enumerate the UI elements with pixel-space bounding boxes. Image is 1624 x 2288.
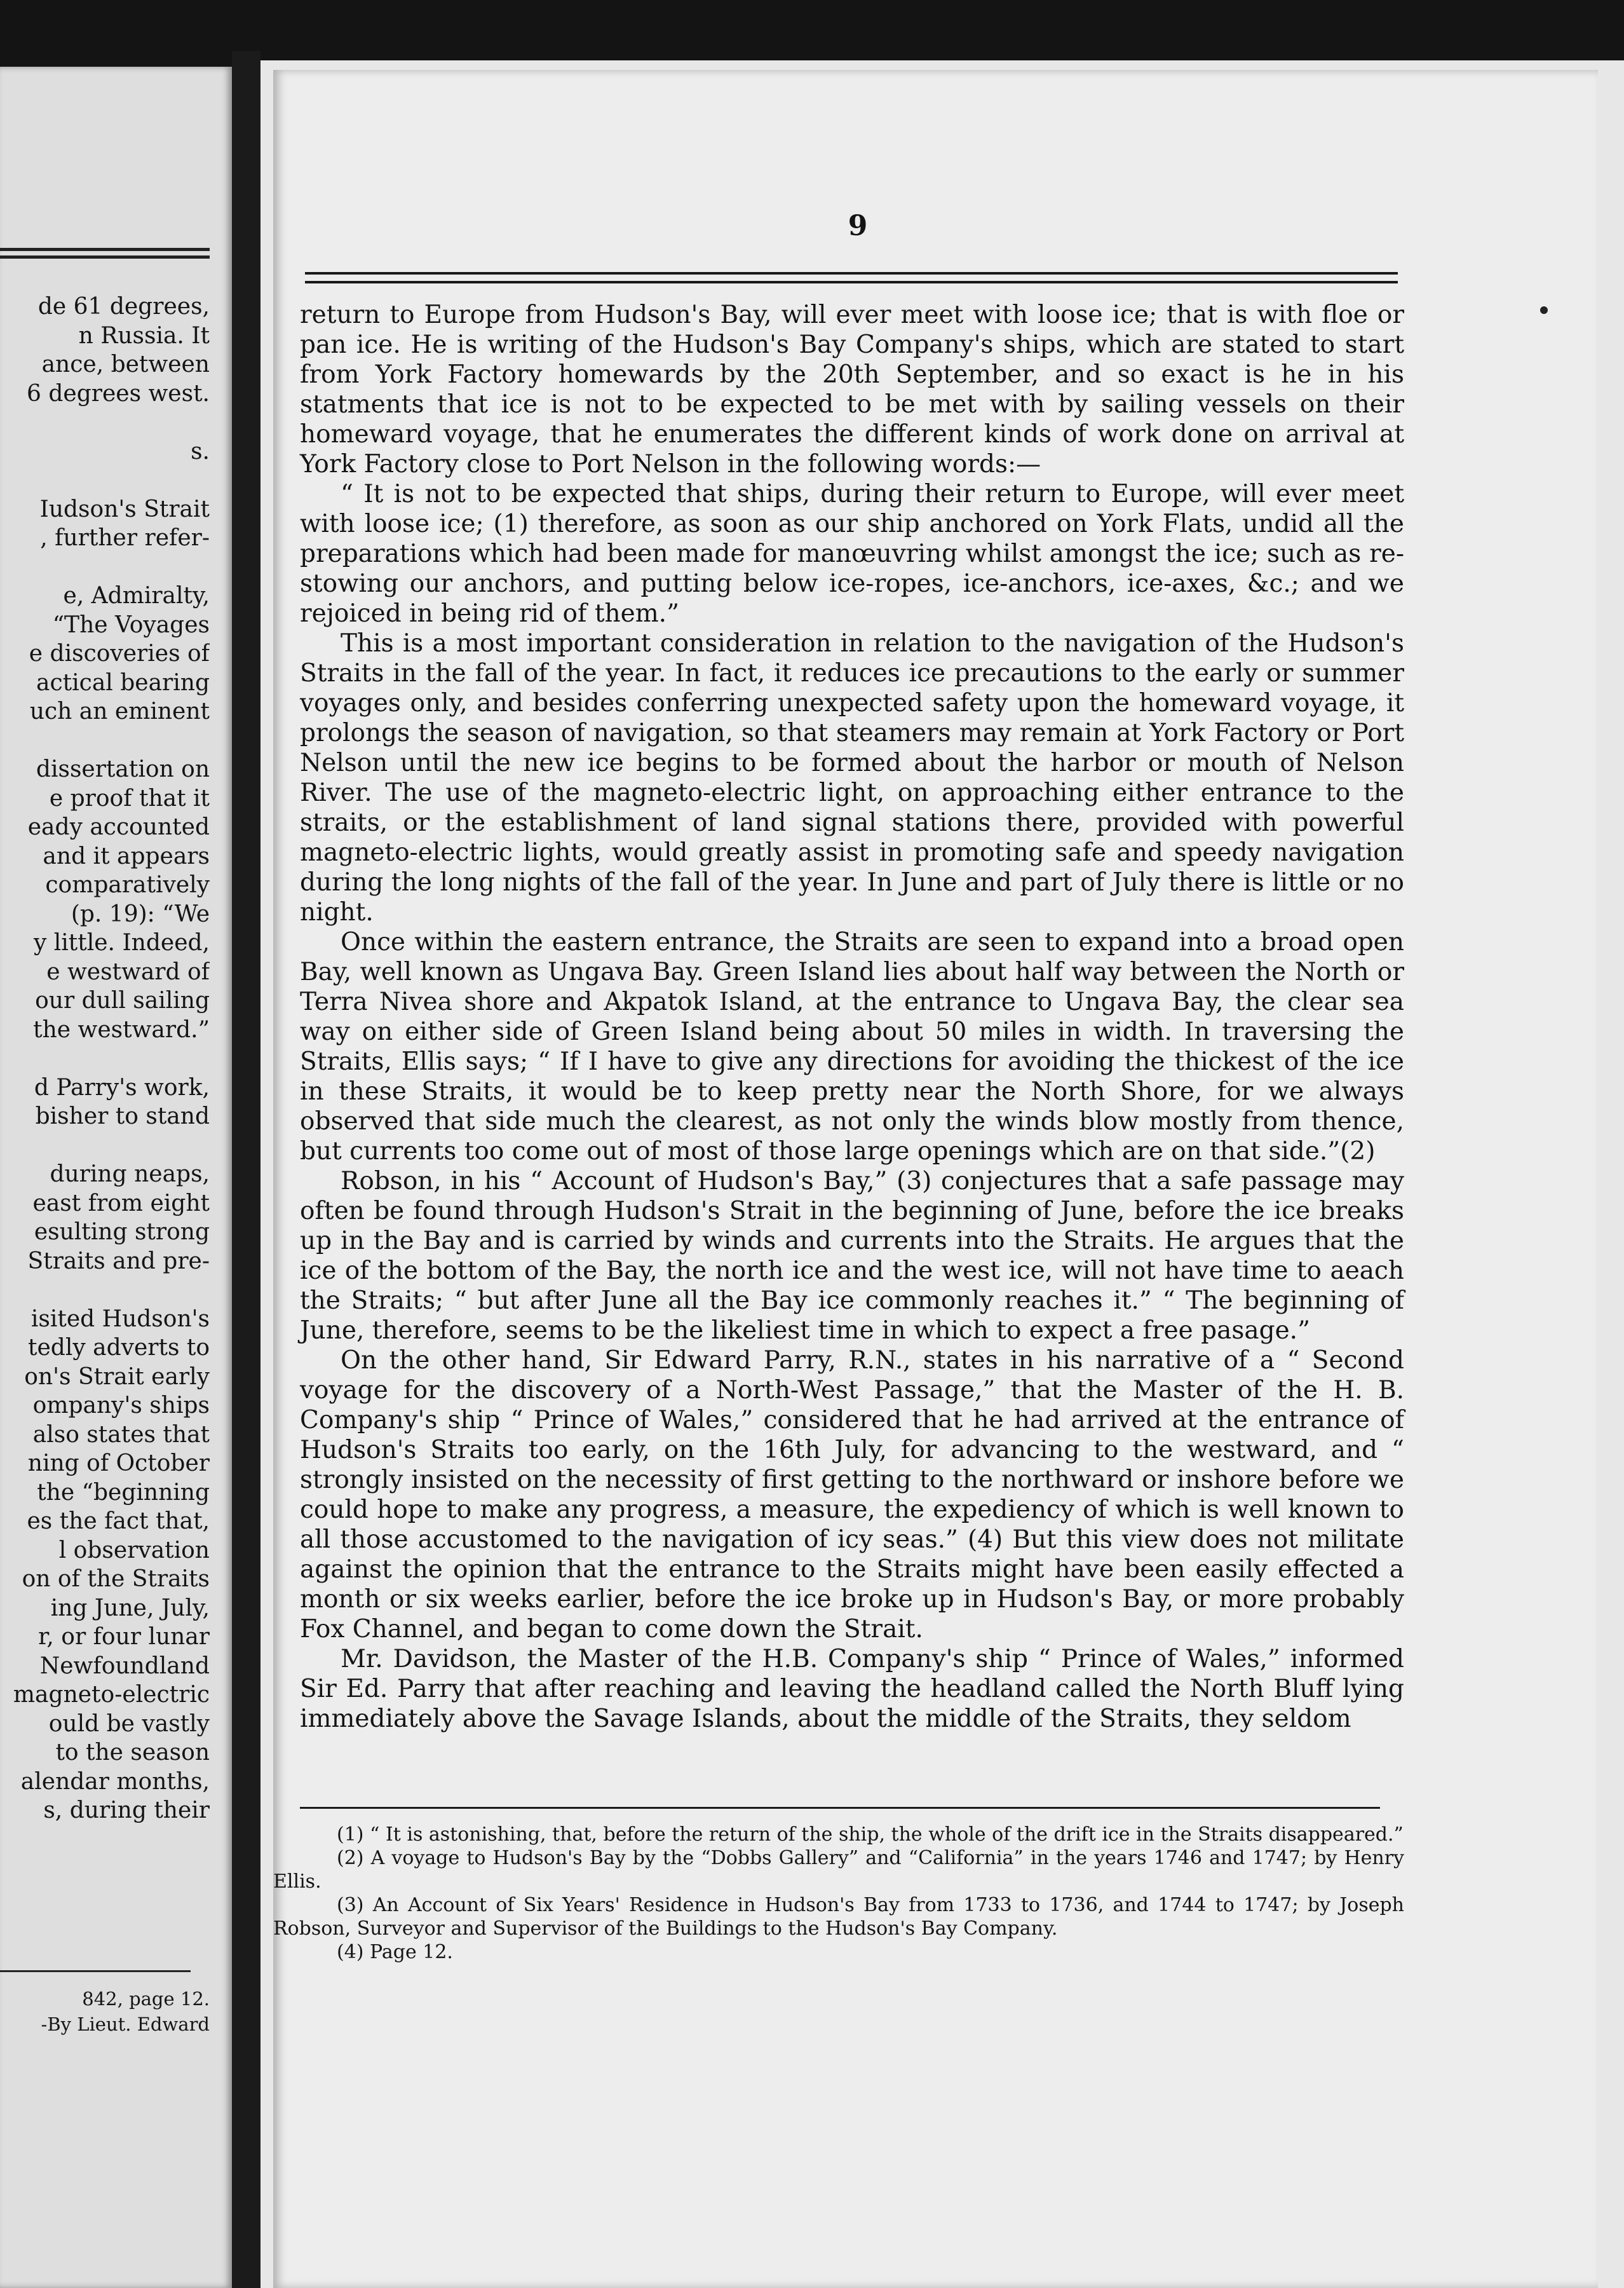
footnote: (1) “ It is astonishing, that, before the return of the ship, the whole of the drift ice in the Straits disappeared.” [337, 1823, 1404, 1846]
left-page-line: ould be vastly [48, 1710, 210, 1737]
left-footnote-rule [0, 1970, 191, 1972]
paragraph: This is a most important consideration in relation to the navigation of the Hudson's Straits in the fall of the year. In fact, it reduces ice precautions to the early or summer voyages only, and besides conferring unexpected safety upon the homeward voyage, it prolongs the season of navigation, so that steamers may remain at York Factory or Port Nelson until the new ice begins to be formed about the harbor or mouth of Nelson River. The use of the magneto-electric light, on approaching either entrance to the straits, or the establishment of land signal stations there, provided with powerful magneto-electric lights, would greatly assist in promoting safe and speedy navigation during the long nights of the fall of the year. In June and part of July there is little or no night. [300, 629, 1404, 927]
left-page-line: r, or four lunar [38, 1624, 210, 1650]
block-quote: “ It is not to be expected that ships, during their return to Europe, will ever meet with loose ice; (1) therefore, as soon as our ship anchored on York Flats, undid all the preparations which had been made for manœuvring whilst amongst the ice; such as re-stowing our anchors, and putting below ice-ropes, ice-anchors, ice-axes, &c.; and we rejoiced in being rid of them.” [300, 480, 1404, 628]
left-page-line: n Russia. It [78, 322, 210, 349]
footnotes [273, 1823, 1404, 1964]
footnote-rule [300, 1807, 1380, 1809]
left-page-line: dissertation on [36, 756, 210, 782]
left-page-line: our dull sailing [35, 988, 210, 1014]
left-page-line: (p. 19): “We [71, 901, 210, 927]
left-page-line: e proof that it [49, 785, 210, 812]
paragraph: Robson, in his “ Account of Hudson's Bay,” (3) conjectures that a safe passage may often be found through Hudson's Strait in the beginning of June, before the ice breaks up in the Bay and is carried by winds and currents into the Straits. He argues that the ice of the bottom of the Bay, the north ice and the west ice, will not have time to aeach the Straits; “ but after June all the Bay ice commonly reaches it.” “ The beginning of June, therefore, seems to be the likeliest time in which to expect a free pasage.” [300, 1167, 1404, 1345]
left-page-line: comparatively [45, 872, 210, 898]
left-page-line: Newfoundland [39, 1652, 210, 1679]
footnote: (4) Page 12. [337, 1941, 453, 1963]
left-page-line: e westward of [46, 958, 210, 985]
paragraph: Mr. Davidson, the Master of the H.B. Company's ship “ Prince of Wales,” informed Sir Ed. Parry that after reaching and leaving the headland called the North Bluff lying immediately above the Savage Islands, about the middle of the Straits, they seldom [300, 1645, 1404, 1733]
left-page-line [0, 408, 210, 437]
left-page-line: the “beginning [37, 1479, 210, 1506]
left-page-line: eady accounted [27, 814, 210, 840]
left-page-line: ance, between [41, 351, 210, 378]
left-page-line: also states that [32, 1421, 210, 1448]
left-page-line [0, 1276, 210, 1305]
left-page-line: esulting strong [34, 1219, 210, 1245]
left-page-footnote-line: -By Lieut. Edward [41, 2013, 210, 2035]
margin-dot [1540, 306, 1548, 314]
left-page-line: y little. Indeed, [34, 930, 210, 956]
left-page-rule [0, 255, 210, 259]
left-page-line [0, 553, 210, 582]
left-page-line: on of the Straits [22, 1566, 210, 1592]
book-spine [232, 51, 261, 2288]
left-page-line [0, 1131, 210, 1161]
left-page-line: isited Hudson's [30, 1305, 210, 1332]
paragraph: Once within the eastern entrance, the Straits are seen to expand into a broad open Bay, well known as Ungava Bay. Green Island lies about half way between the North or Terra Nivea shore and Akpatok Island, at the entrance to Ungava Bay, the clear sea way on either side of Green Island being about 50 miles in width. In traversing the Straits, Ellis says; “ If I have to give any directions for avoiding the thickest of the ice in these Straits, it would be to keep pretty near the North Shore, for we always observed that side much the clearest, as not only the winds blow mostly from thence, but currents too come out of most of those large openings which are on that side.”(2) [300, 928, 1404, 1166]
left-page-line: actical bearing [36, 669, 210, 696]
left-page-line: ompany's ships [32, 1393, 210, 1419]
left-page-line: Iudson's Strait [39, 496, 210, 522]
header-rule [305, 272, 1398, 275]
left-page-line: “The Voyages [52, 611, 210, 638]
header-rule [305, 281, 1398, 283]
left-page-line: ning of October [27, 1450, 210, 1476]
left-page-line: east from eight [32, 1190, 210, 1216]
left-page-line: de 61 degrees, [37, 294, 210, 320]
page-number: 9 [848, 210, 868, 242]
left-page-line: bisher to stand [35, 1103, 210, 1129]
left-page-line: d Parry's work, [34, 1074, 210, 1101]
left-page-line: s, during their [43, 1797, 210, 1823]
left-page-line: ing June, July, [50, 1595, 210, 1621]
left-page-text [0, 292, 210, 1825]
left-page-line: the westward.” [33, 1016, 210, 1043]
left-page-line: s. [191, 438, 210, 465]
left-page-line: 6 degrees west. [27, 380, 210, 407]
left-page-line: uch an eminent [29, 698, 210, 725]
paragraph: On the other hand, Sir Edward Parry, R.N., states in his narrative of a “ Second voyage for the discovery of a North-West Passage,” that the Master of the H. B. Company's ship “ Prince of Wales,” considered that he had arrived at the entrance of Hudson's Straits too early, on the 16th July, for advancing to the westward, and “ strongly insisted on the necessity of first getting to the northward or inshore before we could hope to make any progress, a measure, the expediency of which is well known to all those accustomed to the navigation of icy seas.” (4) But this view does not militate against the opinion that the entrance to the Straits might have been easily effected a month or six weeks earlier, before the ice broke up in Hudson's Bay, or more probably Fox Channel, and began to come down the Strait. [300, 1346, 1404, 1644]
left-page-line [0, 1044, 210, 1073]
footnote: (2) A voyage to Hudson's Bay by the “Dobbs Gallery” and “California” in the years 1746 and 1747; by Henry Ellis. [273, 1847, 1404, 1893]
left-page-line: , further refer- [40, 525, 210, 551]
left-page-line: and it appears [43, 843, 210, 869]
paragraph: return to Europe from Hudson's Bay, will ever meet with loose ice; that is with floe or pan ice. He is writing of the Hudson's Bay Company's ships, which are stated to start from York Factory homewards by the 20th September, and so exact is he in his statments that ice is not to be expected to be met with by sailing vessels on their homeward voyage, that he enumerates the different kinds of work done on arrival at York Factory close to Port Nelson in the following words:— [300, 301, 1404, 479]
left-page-line [0, 466, 210, 495]
left-page-line: on's Strait early [24, 1363, 210, 1390]
left-page-line [0, 726, 210, 756]
left-page-line: alendar months, [20, 1768, 210, 1795]
left-page-fragment [0, 67, 232, 2288]
left-page-line: l observation [58, 1537, 210, 1563]
left-page-footnotes [0, 1986, 210, 2037]
footnote: (3) An Account of Six Years' Residence in Hudson's Bay from 1733 to 1736, and 1744 to 1747; by Joseph Robson, Surveyor and Supervisor of the Buildings to the Hudson's Bay Company. [273, 1894, 1404, 1940]
left-page-rule [0, 248, 210, 251]
left-page-line: magneto-electric [13, 1682, 210, 1708]
left-page-line: e discoveries of [29, 641, 210, 667]
left-page-line: es the fact that, [27, 1508, 210, 1534]
left-page-line: e, Admiralty, [63, 583, 210, 609]
body-text [300, 300, 1404, 1734]
left-page-footnote-line: 842, page 12. [82, 1988, 210, 2010]
left-page-line: Straits and pre- [27, 1248, 210, 1274]
left-page-line: during neaps, [50, 1161, 210, 1187]
left-page-line: to the season [55, 1740, 210, 1766]
left-page-line: tedly adverts to [28, 1335, 210, 1361]
